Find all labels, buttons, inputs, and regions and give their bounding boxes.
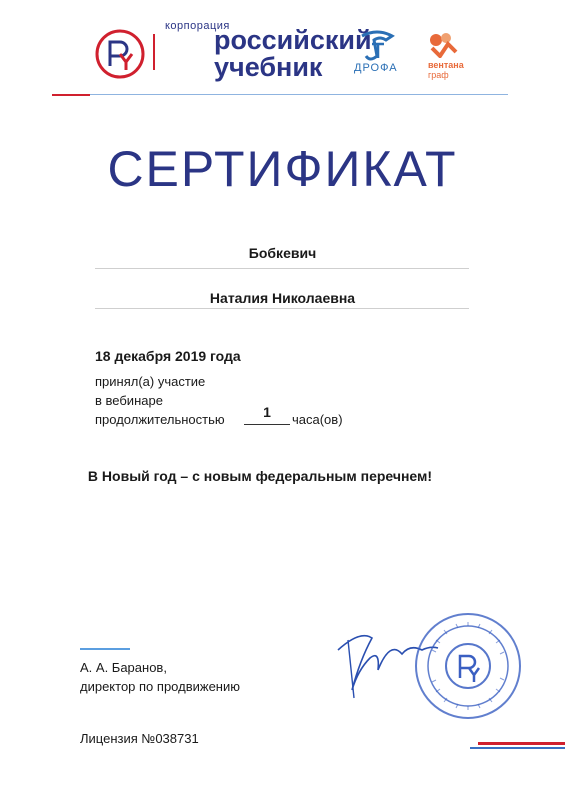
- russian-textbook-logo-icon: [94, 28, 146, 80]
- graf-label: граф: [428, 70, 449, 80]
- corp-small-label: корпорация: [165, 20, 230, 32]
- official-stamp-icon: [412, 610, 524, 722]
- signer-accent-line: [80, 648, 130, 650]
- duration-text: продолжительностью: [95, 412, 225, 427]
- event-date: 18 декабря 2019 года: [95, 348, 241, 364]
- ventana-graf-logo-icon: [426, 30, 460, 58]
- recipient-surname: Бобкевич: [248, 245, 317, 261]
- surname-underline: [95, 268, 469, 269]
- license-number: Лицензия №038731: [80, 731, 199, 746]
- header-rule-blue: [90, 94, 508, 95]
- ventana-label: вентана: [428, 60, 464, 70]
- signer-name: А. А. Баранов,: [80, 660, 167, 675]
- drofa-label: ДРОФА: [354, 62, 398, 74]
- footer-rule-red: [478, 742, 565, 745]
- certificate-title: СЕРТИФИКАТ: [107, 141, 458, 197]
- header-rule-red: [52, 94, 90, 96]
- footer-rule-blue: [470, 747, 565, 749]
- corp-name-line2: учебник: [214, 52, 323, 82]
- signer-role: директор по продвижению: [80, 679, 240, 694]
- webinar-text: в вебинаре: [95, 393, 163, 408]
- recipient-names: Наталия Николаевна: [209, 290, 356, 306]
- names-underline: [95, 308, 469, 309]
- participation-text: принял(а) участие: [95, 374, 206, 389]
- hours-unit: часа(ов): [292, 412, 343, 427]
- hours-underline: [244, 424, 290, 425]
- logo-divider: [153, 34, 155, 70]
- webinar-title: В Новый год – с новым федеральным перечнем!: [87, 468, 433, 484]
- corp-name-line1: российский: [214, 25, 372, 55]
- duration-hours: 1: [263, 404, 271, 420]
